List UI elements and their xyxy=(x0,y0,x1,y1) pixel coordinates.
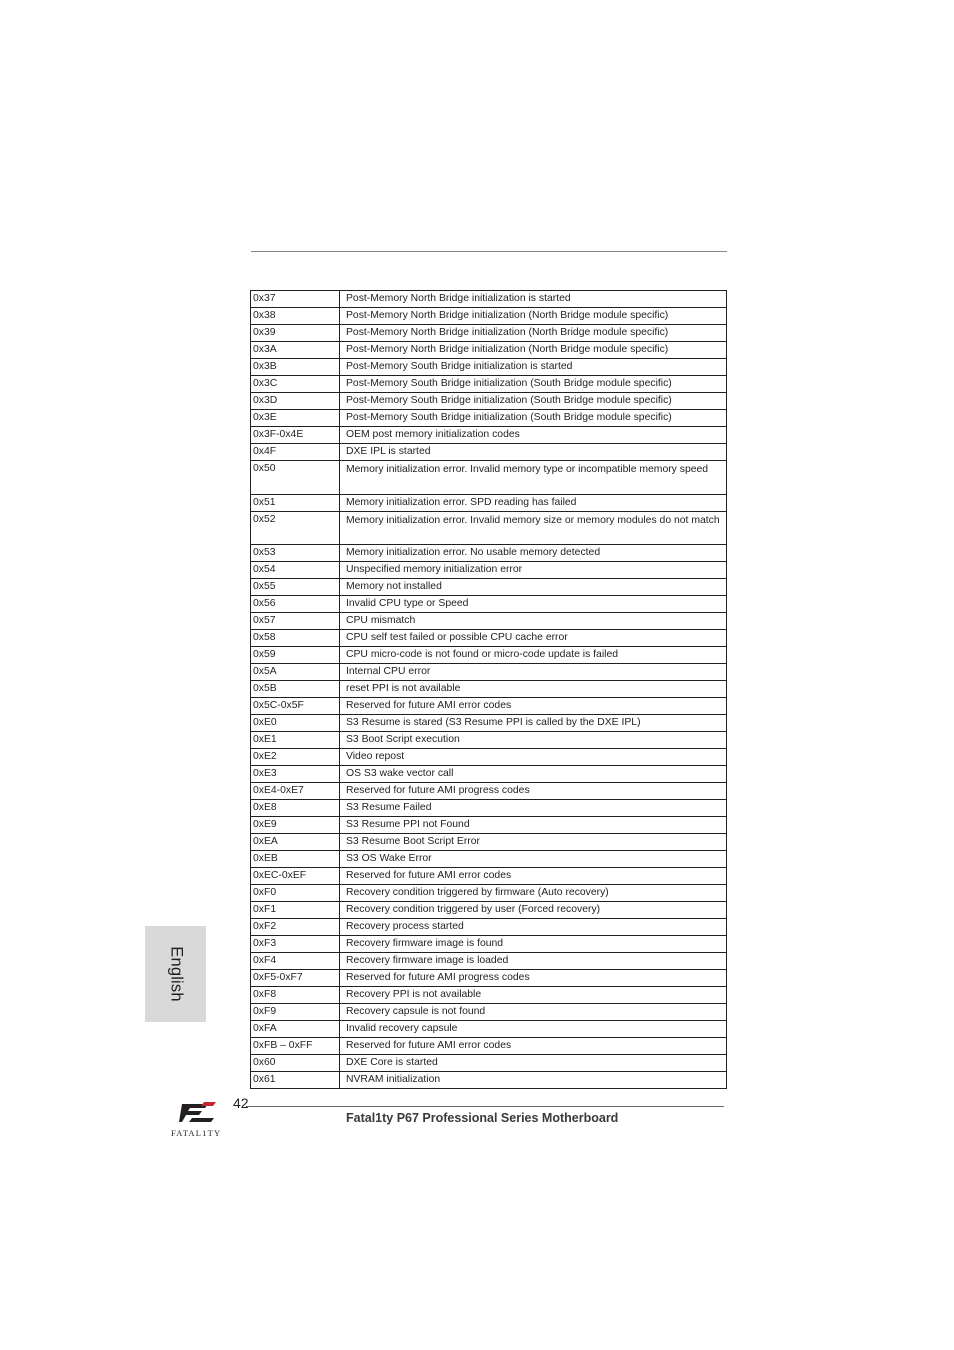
table-row xyxy=(251,1055,727,1072)
table-row xyxy=(251,1072,727,1089)
table-row xyxy=(251,681,727,698)
post-code-cell: 0xF8 xyxy=(251,987,340,1004)
post-code-cell: 0xF2 xyxy=(251,919,340,936)
post-code-cell: 0x3B xyxy=(251,359,340,376)
description-cell: CPU self test failed or possible CPU cache error xyxy=(340,630,727,647)
table-row xyxy=(251,936,727,953)
table-row xyxy=(251,376,727,393)
description-cell: reset PPI is not available xyxy=(340,681,727,698)
language-side-tab-label: English xyxy=(167,946,185,1002)
description-cell: DXE Core is started xyxy=(340,1055,727,1072)
post-code-cell: 0x5B xyxy=(251,681,340,698)
post-code-cell: 0xF1 xyxy=(251,902,340,919)
description-cell: CPU mismatch xyxy=(340,613,727,630)
post-code-cell: 0x5A xyxy=(251,664,340,681)
description-cell: Video repost xyxy=(340,749,727,766)
post-code-cell: 0x5C-0x5F xyxy=(251,698,340,715)
description-cell: S3 Resume PPI not Found xyxy=(340,817,727,834)
page-number: 42 xyxy=(233,1095,249,1111)
post-code-cell: 0x55 xyxy=(251,579,340,596)
table-row xyxy=(251,817,727,834)
description-cell: Post-Memory South Bridge initialization is started xyxy=(340,359,727,376)
post-code-cell: 0xFA xyxy=(251,1021,340,1038)
post-code-cell: 0xE1 xyxy=(251,732,340,749)
post-code-cell: 0x37 xyxy=(251,291,340,308)
post-code-cell: 0xF0 xyxy=(251,885,340,902)
table-row xyxy=(251,834,727,851)
table-row xyxy=(251,698,727,715)
post-code-table xyxy=(250,290,727,1089)
description-cell: Post-Memory South Bridge initialization (South Bridge module specific) xyxy=(340,410,727,427)
description-cell: NVRAM initialization xyxy=(340,1072,727,1089)
description-cell: Reserved for future AMI error codes xyxy=(340,868,727,885)
post-code-cell: 0x53 xyxy=(251,545,340,562)
language-side-tab xyxy=(145,926,206,1022)
description-cell: Invalid recovery capsule xyxy=(340,1021,727,1038)
description-cell: S3 Boot Script execution xyxy=(340,732,727,749)
table-row xyxy=(251,393,727,410)
post-code-cell: 0x60 xyxy=(251,1055,340,1072)
description-cell: Recovery capsule is not found xyxy=(340,1004,727,1021)
table-row xyxy=(251,953,727,970)
fatal1ty-logo-text: FATAL1TY xyxy=(171,1128,222,1138)
description-cell: Post-Memory North Bridge initialization (North Bridge module specific) xyxy=(340,308,727,325)
table-row xyxy=(251,766,727,783)
description-cell: Invalid CPU type or Speed xyxy=(340,596,727,613)
table-row xyxy=(251,1021,727,1038)
post-code-cell: 0x51 xyxy=(251,494,340,511)
description-cell: Post-Memory North Bridge initialization (North Bridge module specific) xyxy=(340,342,727,359)
description-cell: Memory initialization error. Invalid memory type or incompatible memory speed xyxy=(340,461,727,495)
table-row xyxy=(251,444,727,461)
description-cell: Memory initialization error. SPD reading has failed xyxy=(340,494,727,511)
table-row xyxy=(251,545,727,562)
description-cell: S3 Resume is stared (S3 Resume PPI is called by the DXE IPL) xyxy=(340,715,727,732)
table-row xyxy=(251,783,727,800)
table-row xyxy=(251,851,727,868)
description-cell: Reserved for future AMI progress codes xyxy=(340,783,727,800)
post-code-cell: 0xE8 xyxy=(251,800,340,817)
table-row xyxy=(251,427,727,444)
post-code-cell: 0x3F-0x4E xyxy=(251,427,340,444)
post-code-cell: 0xEC-0xEF xyxy=(251,868,340,885)
description-cell: S3 Resume Failed xyxy=(340,800,727,817)
post-code-cell: 0xE9 xyxy=(251,817,340,834)
post-code-cell: 0xE4-0xE7 xyxy=(251,783,340,800)
description-cell: S3 OS Wake Error xyxy=(340,851,727,868)
table-row xyxy=(251,1038,727,1055)
table-row xyxy=(251,749,727,766)
post-code-cell: 0x3D xyxy=(251,393,340,410)
post-code-cell: 0xE2 xyxy=(251,749,340,766)
table-row xyxy=(251,970,727,987)
description-cell: OS S3 wake vector call xyxy=(340,766,727,783)
table-row xyxy=(251,664,727,681)
post-code-cell: 0xEB xyxy=(251,851,340,868)
table-row xyxy=(251,902,727,919)
description-cell: Recovery condition triggered by user (Forced recovery) xyxy=(340,902,727,919)
description-cell: Post-Memory North Bridge initialization is started xyxy=(340,291,727,308)
table-row xyxy=(251,800,727,817)
description-cell: Post-Memory South Bridge initialization (South Bridge module specific) xyxy=(340,393,727,410)
description-cell: Internal CPU error xyxy=(340,664,727,681)
post-code-cell: 0xE0 xyxy=(251,715,340,732)
post-code-cell: 0x58 xyxy=(251,630,340,647)
post-code-cell: 0x39 xyxy=(251,325,340,342)
description-cell: Memory initialization error. Invalid memory size or memory modules do not match xyxy=(340,511,727,545)
description-cell: DXE IPL is started xyxy=(340,444,727,461)
description-cell: Post-Memory North Bridge initialization (North Bridge module specific) xyxy=(340,325,727,342)
table-row xyxy=(251,291,727,308)
table-row xyxy=(251,325,727,342)
top-divider xyxy=(251,251,727,252)
table-row xyxy=(251,613,727,630)
table-row xyxy=(251,562,727,579)
table-row xyxy=(251,868,727,885)
post-code-cell: 0xF9 xyxy=(251,1004,340,1021)
table-row xyxy=(251,579,727,596)
description-cell: Unspecified memory initialization error xyxy=(340,562,727,579)
description-cell: Recovery PPI is not available xyxy=(340,987,727,1004)
post-code-cell: 0x3A xyxy=(251,342,340,359)
table-row xyxy=(251,987,727,1004)
table-row xyxy=(251,410,727,427)
description-cell: Post-Memory South Bridge initialization (South Bridge module specific) xyxy=(340,376,727,393)
description-cell: Reserved for future AMI error codes xyxy=(340,1038,727,1055)
description-cell: Reserved for future AMI progress codes xyxy=(340,970,727,987)
post-code-cell: 0x59 xyxy=(251,647,340,664)
description-cell: Reserved for future AMI error codes xyxy=(340,698,727,715)
post-code-cell: 0xF4 xyxy=(251,953,340,970)
table-row xyxy=(251,308,727,325)
post-code-cell: 0x52 xyxy=(251,511,340,545)
fatal1ty-emblem-icon xyxy=(178,1100,218,1126)
post-code-cell: 0x50 xyxy=(251,461,340,495)
description-cell: Recovery firmware image is loaded xyxy=(340,953,727,970)
table-row xyxy=(251,630,727,647)
description-cell: S3 Resume Boot Script Error xyxy=(340,834,727,851)
description-cell: Recovery firmware image is found xyxy=(340,936,727,953)
post-code-cell: 0xF3 xyxy=(251,936,340,953)
table-row xyxy=(251,342,727,359)
post-code-cell: 0x54 xyxy=(251,562,340,579)
table-row xyxy=(251,596,727,613)
table-row xyxy=(251,359,727,376)
post-code-cell: 0xF5-0xF7 xyxy=(251,970,340,987)
description-cell: CPU micro-code is not found or micro-code update is failed xyxy=(340,647,727,664)
post-code-cell: 0xFB – 0xFF xyxy=(251,1038,340,1055)
table-row xyxy=(251,1004,727,1021)
table-row xyxy=(251,885,727,902)
footer-title: Fatal1ty P67 Professional Series Motherboard xyxy=(346,1111,619,1125)
description-cell: Recovery process started xyxy=(340,919,727,936)
post-code-cell: 0x61 xyxy=(251,1072,340,1089)
footer-divider xyxy=(246,1106,724,1107)
table-row xyxy=(251,511,727,545)
post-code-cell: 0xE3 xyxy=(251,766,340,783)
table-row xyxy=(251,919,727,936)
post-code-cell: 0x57 xyxy=(251,613,340,630)
post-code-cell: 0xEA xyxy=(251,834,340,851)
post-code-table-body xyxy=(251,291,727,1089)
post-code-cell: 0x3C xyxy=(251,376,340,393)
table-row xyxy=(251,715,727,732)
table-row xyxy=(251,732,727,749)
table-row xyxy=(251,647,727,664)
post-code-cell: 0x56 xyxy=(251,596,340,613)
post-code-cell: 0x4F xyxy=(251,444,340,461)
description-cell: Recovery condition triggered by firmware (Auto recovery) xyxy=(340,885,727,902)
fatal1ty-logo xyxy=(168,1100,230,1142)
table-row xyxy=(251,494,727,511)
post-code-cell: 0x3E xyxy=(251,410,340,427)
description-cell: Memory not installed xyxy=(340,579,727,596)
table-row xyxy=(251,461,727,495)
post-code-cell: 0x38 xyxy=(251,308,340,325)
description-cell: OEM post memory initialization codes xyxy=(340,427,727,444)
description-cell: Memory initialization error. No usable memory detected xyxy=(340,545,727,562)
